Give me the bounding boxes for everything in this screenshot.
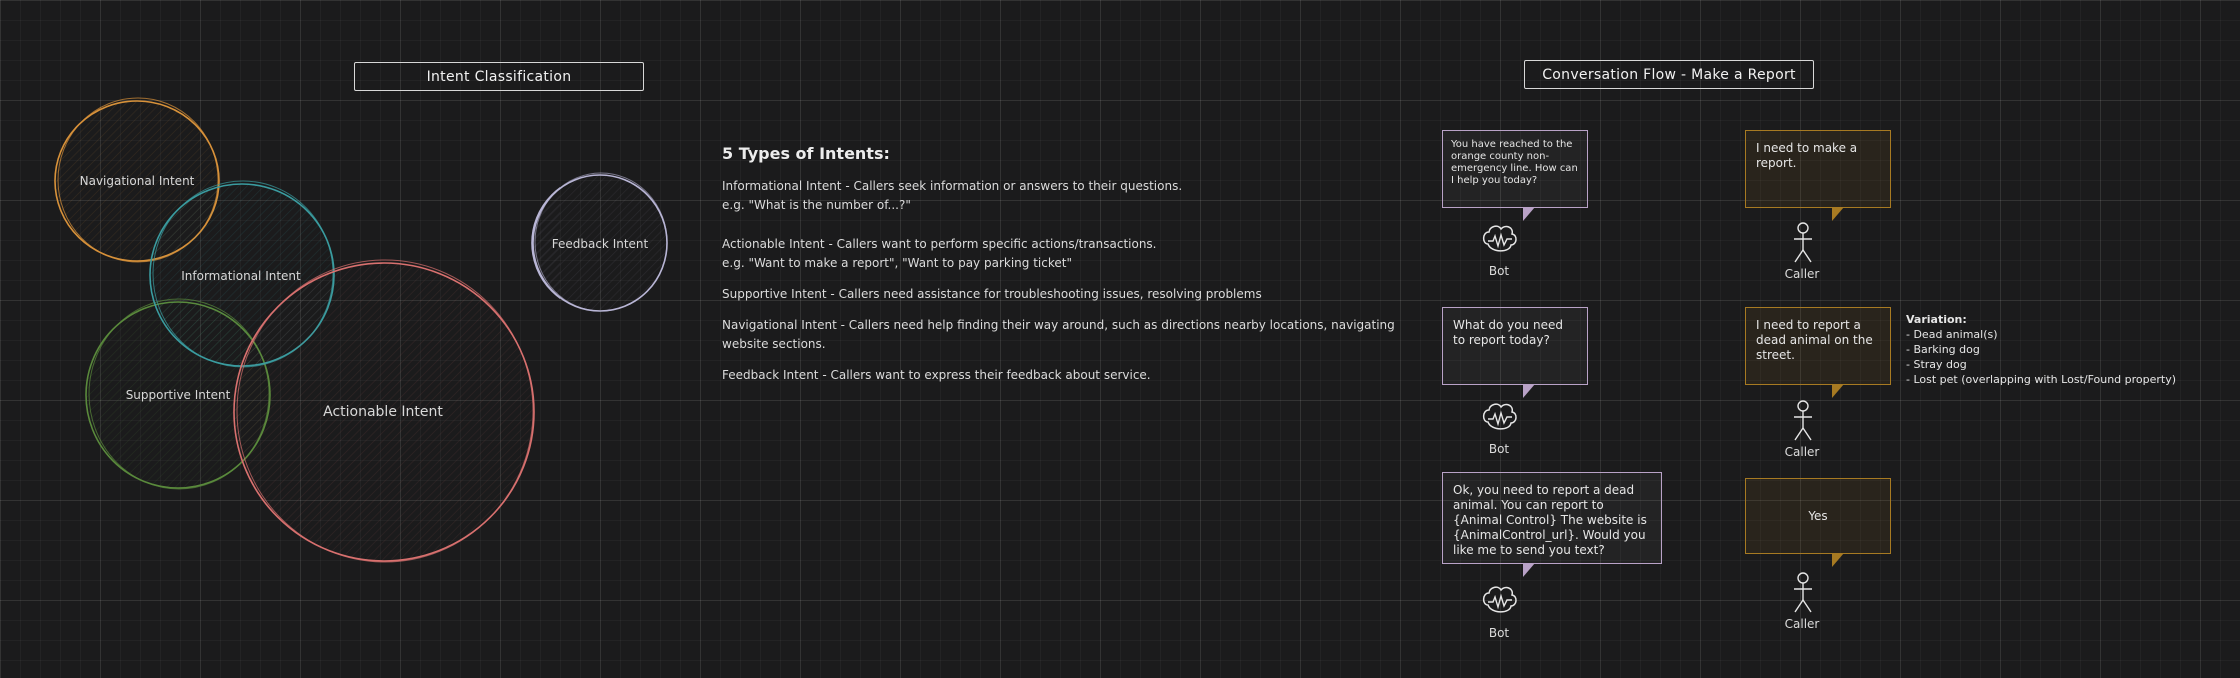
bot-message-3-text: Ok, you need to report a dead animal. You can report to {Animal Control} The website is {AnimalControl_url}. Would you like me to send you text? [1453,483,1647,557]
variation-list [1906,312,2176,387]
bot-label-1: Bot [1488,264,1510,278]
navigational-description: Navigational Intent - Callers need help finding their way around, such as directions nearby locations, navigating website sections. [722,318,1395,351]
intents-heading: 5 Types of Intents: [722,144,890,163]
intent-descriptions [722,144,1402,397]
caller-stick-figure-icon [1790,398,1816,444]
variation-item: - Barking dog [1906,343,1980,356]
caller-message-2-text: I need to report a dead animal on the street. [1756,318,1873,362]
caller-message-1-text: I need to make a report. [1756,141,1858,170]
caller-message-3 [1745,478,1891,554]
bot-message-1-text: You have reached to the orange county non-emergency line. How can I help you today? [1451,139,1578,186]
informational-description: Informational Intent - Callers seek information or answers to their questions. [722,179,1183,193]
bot-label-2: Bot [1488,442,1510,456]
conversation-flow-title: Conversation Flow - Make a Report [1524,60,1814,89]
feedback-venn [520,160,680,320]
bot-icon [1480,400,1520,436]
caller-stick-figure-icon [1790,570,1816,616]
bot-label-3: Bot [1488,626,1510,640]
supportive-intent-label: Supportive Intent [125,388,231,402]
caller-label-1: Caller [1784,267,1820,281]
informational-example: e.g. "What is the number of...?" [722,198,911,212]
caller-message-3-text: Yes [1808,508,1828,523]
intent-venn-diagram [0,0,560,580]
caller-label-3: Caller [1784,617,1820,631]
informational-intent-label: Informational Intent [181,269,301,283]
bot-message-1 [1442,130,1588,208]
variation-item: - Dead animal(s) [1906,328,1998,341]
actionable-description: Actionable Intent - Callers want to perform specific actions/transactions. [722,237,1157,251]
navigational-intent-label: Navigational Intent [79,174,195,188]
bot-message-3 [1442,472,1662,564]
supportive-description: Supportive Intent - Callers need assistance for troubleshooting issues, resolving problems [722,287,1262,301]
actionable-example: e.g. "Want to make a report", "Want to pay parking ticket" [722,256,1072,270]
variation-item: - Stray dog [1906,358,1967,371]
feedback-intent-label: Feedback Intent [551,237,649,251]
bot-message-2 [1442,307,1588,385]
bot-icon [1480,222,1520,258]
variation-title: Variation: [1906,313,1967,326]
caller-message-2 [1745,307,1891,385]
variation-item: - Lost pet (overlapping with Lost/Found property) [1906,373,2177,386]
bot-message-2-text: What do you need to report today? [1453,318,1563,347]
caller-label-2: Caller [1784,445,1820,459]
intent-classification-title: Intent Classification [354,62,644,91]
bot-icon [1480,583,1520,619]
caller-message-1 [1745,130,1891,208]
feedback-description: Feedback Intent - Callers want to express their feedback about service. [722,368,1151,382]
caller-stick-figure-icon [1790,220,1816,266]
actionable-intent-label: Actionable Intent [323,404,443,420]
